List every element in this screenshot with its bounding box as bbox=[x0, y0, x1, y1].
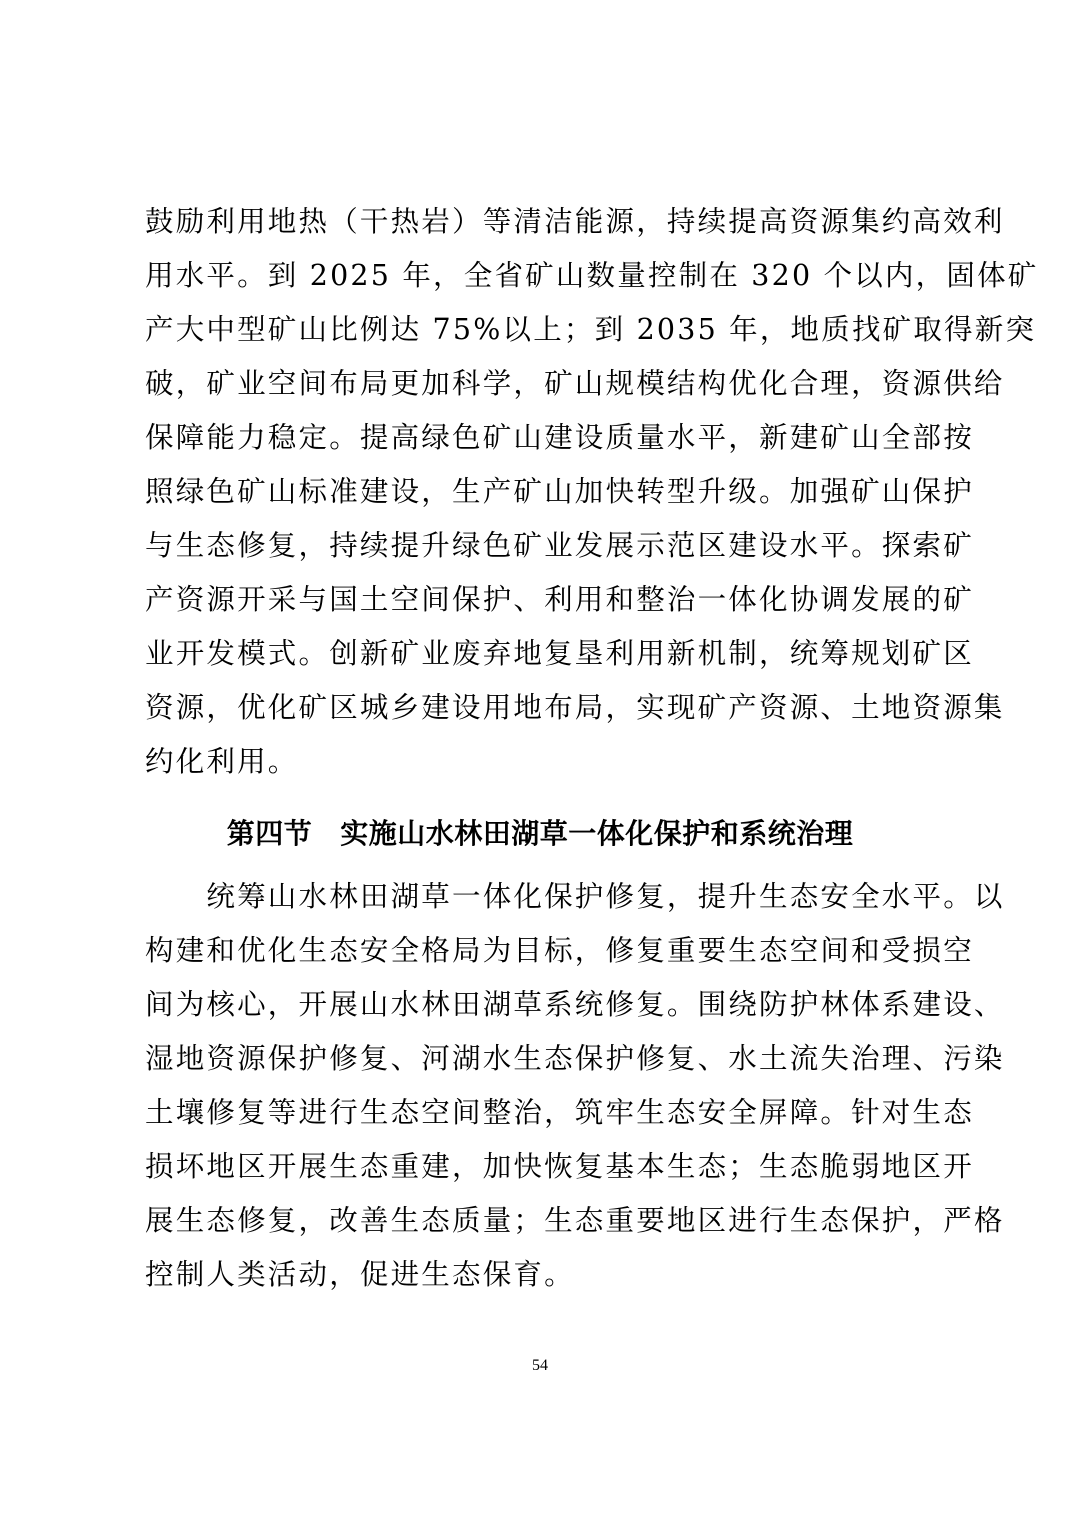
paragraph-line: 约化利用。 bbox=[145, 745, 299, 778]
paragraph-line: 产大中型矿山比例达 75%以上；到 2035 年，地质找矿取得新突 bbox=[145, 313, 1037, 346]
paragraph-line: 用水平。到 2025 年，全省矿山数量控制在 320 个以内，固体矿 bbox=[145, 259, 1039, 292]
paragraph-line: 照绿色矿山标准建设，生产矿山加快转型升级。加强矿山保护 bbox=[145, 475, 974, 508]
paragraph-line: 产资源开采与国土空间保护、利用和整治一体化协调发展的矿 bbox=[145, 583, 974, 616]
section-heading bbox=[0, 806, 1080, 862]
paragraph-line: 破，矿业空间布局更加科学，矿山规模结构优化合理，资源供给 bbox=[145, 367, 1005, 400]
paragraph-line: 与生态修复，持续提升绿色矿业发展示范区建设水平。探索矿 bbox=[145, 529, 974, 562]
paragraph-ecological-protection bbox=[145, 870, 1005, 1302]
paragraph-line: 鼓励利用地热（干热岩）等清洁能源，持续提高资源集约高效利 bbox=[145, 205, 1005, 238]
paragraph-line: 展生态修复，改善生态质量；生态重要地区进行生态保护，严格 bbox=[145, 1204, 1005, 1237]
section-title: 实施山水林田湖草一体化保护和系统治理 bbox=[340, 817, 854, 850]
paragraph-line: 损坏地区开展生态重建，加快恢复基本生态；生态脆弱地区开 bbox=[145, 1150, 974, 1183]
paragraph-line: 统筹山水林田湖草一体化保护修复，提升生态安全水平。以 bbox=[145, 880, 1005, 913]
paragraph-line: 间为核心，开展山水林田湖草系统修复。围绕防护林体系建设、 bbox=[145, 988, 1005, 1021]
paragraph-line: 业开发模式。创新矿业废弃地复垦利用新机制，统筹规划矿区 bbox=[145, 637, 974, 670]
paragraph-line: 构建和优化生态安全格局为目标，修复重要生态空间和受损空 bbox=[145, 934, 974, 967]
paragraph-line: 控制人类活动，促进生态保育。 bbox=[145, 1258, 575, 1291]
paragraph-mining-resources bbox=[145, 195, 1039, 789]
paragraph-line: 土壤修复等进行生态空间整治，筑牢生态安全屏障。针对生态 bbox=[145, 1096, 974, 1129]
section-number: 第四节 bbox=[226, 817, 313, 850]
paragraph-line: 湿地资源保护修复、河湖水生态保护修复、水土流失治理、污染 bbox=[145, 1042, 1005, 1075]
paragraph-line: 资源，优化矿区城乡建设用地布局，实现矿产资源、土地资源集 bbox=[145, 691, 1005, 724]
paragraph-line: 保障能力稳定。提高绿色矿山建设质量水平，新建矿山全部按 bbox=[145, 421, 974, 454]
page-number: 54 bbox=[532, 1357, 548, 1374]
